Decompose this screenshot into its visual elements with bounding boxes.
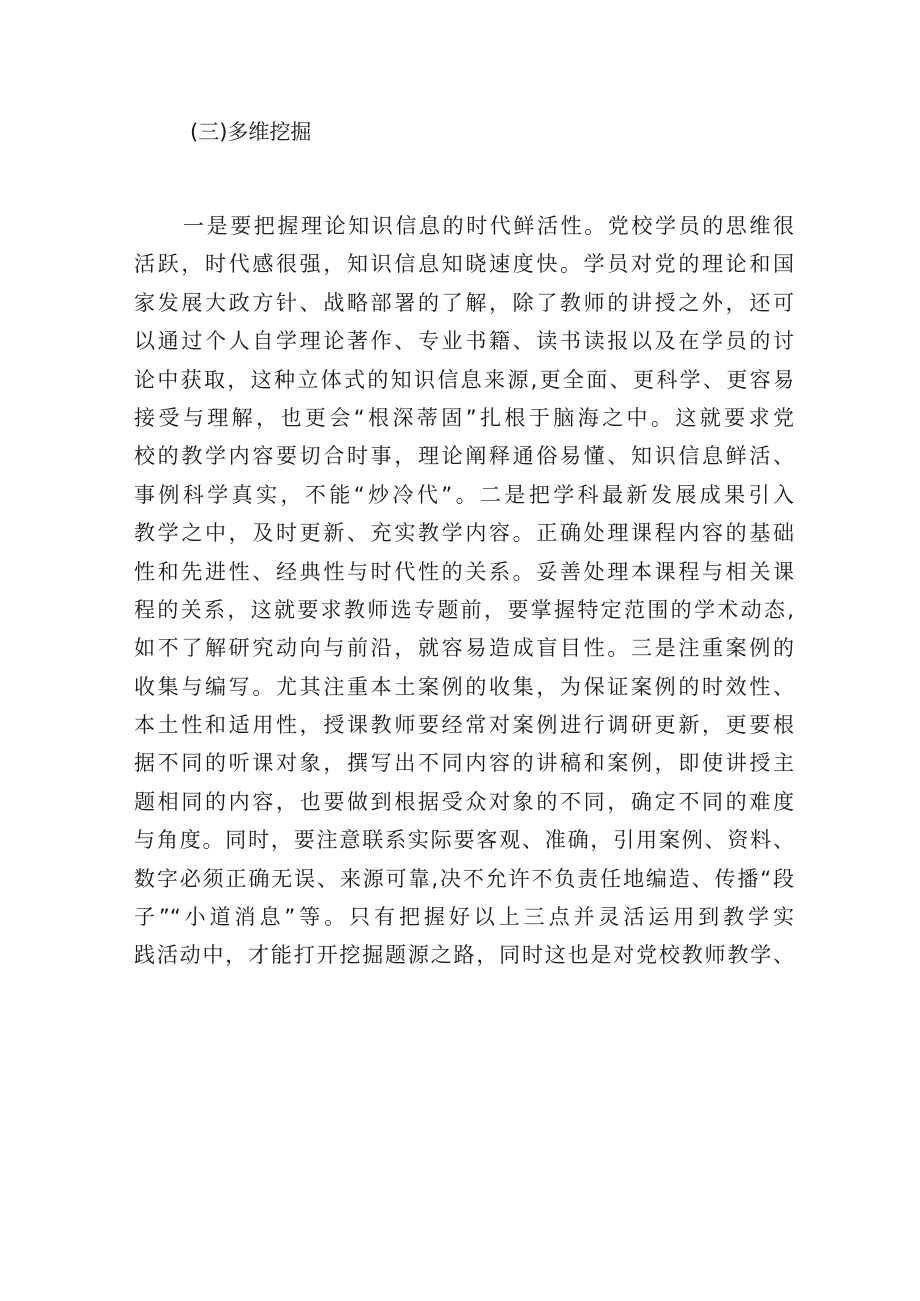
text-line: 践活动中，才能打开挖掘题源之路，同时这也是对党校教师教学、 (134, 943, 794, 968)
text-line: 据不同的听课对象，撰写出不同内容的讲稿和案例，即使讲授主 (134, 751, 794, 776)
text-line: 收集与编写。尤其注重本土案例的收集，为保证案例的时效性、 (134, 674, 794, 699)
text-line: 本土性和适用性，授课教师要经常对案例进行调研更新，更要根 (134, 713, 794, 738)
text-line: 论中获取，这种立体式的知识信息来源,更全面、更科学、更容易 (134, 367, 794, 392)
text-line: 与角度。同时，要注意联系实际要客观、准确，引用案例、资料、 (134, 828, 794, 853)
text-line: 事例科学真实，不能“炒冷代”。二是把学科最新发展成果引入 (134, 482, 794, 507)
text-line: 数字必须正确无误、来源可靠,决不允许不负责任地编造、传播“段 (134, 866, 794, 891)
text-line: 程的关系，这就要求教师选专题前，要掌握特定范围的学术动态, (134, 597, 794, 622)
text-line: 校的教学内容要切合时事，理论阐释通俗易懂、知识信息鲜活、 (134, 444, 794, 469)
text-line: 活跃，时代感很强，知识信息知晓速度快。学员对党的理论和国 (134, 252, 794, 277)
text-line: 如不了解研究动向与前沿，就容易造成盲目性。三是注重案例的 (134, 636, 794, 661)
text-line: 接受与理解，也更会“根深蒂固”扎根于脑海之中。这就要求党 (134, 405, 794, 430)
text-line: 题相同的内容，也要做到根据受众对象的不同，确定不同的难度 (134, 789, 794, 814)
text-line: 子”“小道消息”等。只有把握好以上三点并灵活运用到教学实 (134, 905, 794, 930)
section-heading: (三)多维挖掘 (190, 120, 312, 144)
text-line: 家发展大政方针、战略部署的了解，除了教师的讲授之外，还可 (134, 290, 794, 315)
text-line: 以通过个人自学理论著作、专业书籍、读书读报以及在学员的讨 (134, 329, 794, 354)
body-paragraph (134, 207, 794, 975)
text-line: 性和先进性、经典性与时代性的关系。妥善处理本课程与相关课 (134, 559, 794, 584)
text-line: 一是要把握理论知识信息的时代鲜活性。党校学员的思维很 (183, 214, 794, 238)
text-line: 教学之中，及时更新、充实教学内容。正确处理课程内容的基础 (134, 521, 794, 546)
